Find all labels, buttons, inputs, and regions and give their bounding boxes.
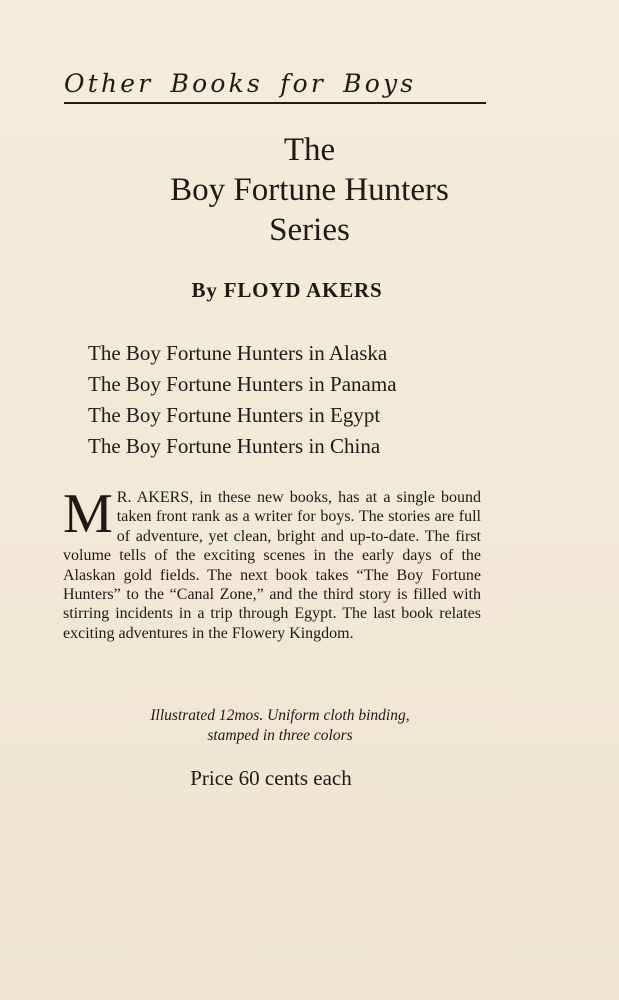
binding-note-line-2: stamped in three colors [207,727,353,744]
drop-cap: M [63,483,113,545]
series-title-line-3: Series [269,212,350,248]
header-title: Other Books for Boys [64,69,417,98]
series-title-line-1: The [283,132,336,168]
author-byline: By FLOYD AKERS [191,278,383,302]
series-title-line-2: Boy Fortune Hunters [170,172,449,208]
book-title-china: The Boy Fortune Hunters in China [88,434,381,458]
binding-note-line-1: Illustrated 12mos. Uniform cloth binding, [150,707,410,724]
page-header [64,66,486,104]
series-description [63,483,481,643]
book-title-alaska: The Boy Fortune Hunters in Alaska [88,341,388,365]
book-title-panama: The Boy Fortune Hunters in Panama [88,372,397,396]
book-list [88,338,397,462]
book-title-egypt: The Boy Fortune Hunters in Egypt [88,403,381,427]
binding-note [0,706,560,746]
description-text: R. AKERS, in these new books, has at a single bound taken front rank as a writer for boys. The stories are full of adventure, yet clean, bright and up-to-date. The first volume tells of the exciting scenes in the early days of the Alaskan gold fields. The next book takes “The Boy Fortune Hunters” to the “Canal Zone,” and the third story is filled with stirring incidents in a trip through Egypt. The last book relates exciting adventures in the Flowery Kingdom. [63,489,481,642]
series-title [0,130,619,250]
price-text: Price 60 cents each [190,766,352,790]
